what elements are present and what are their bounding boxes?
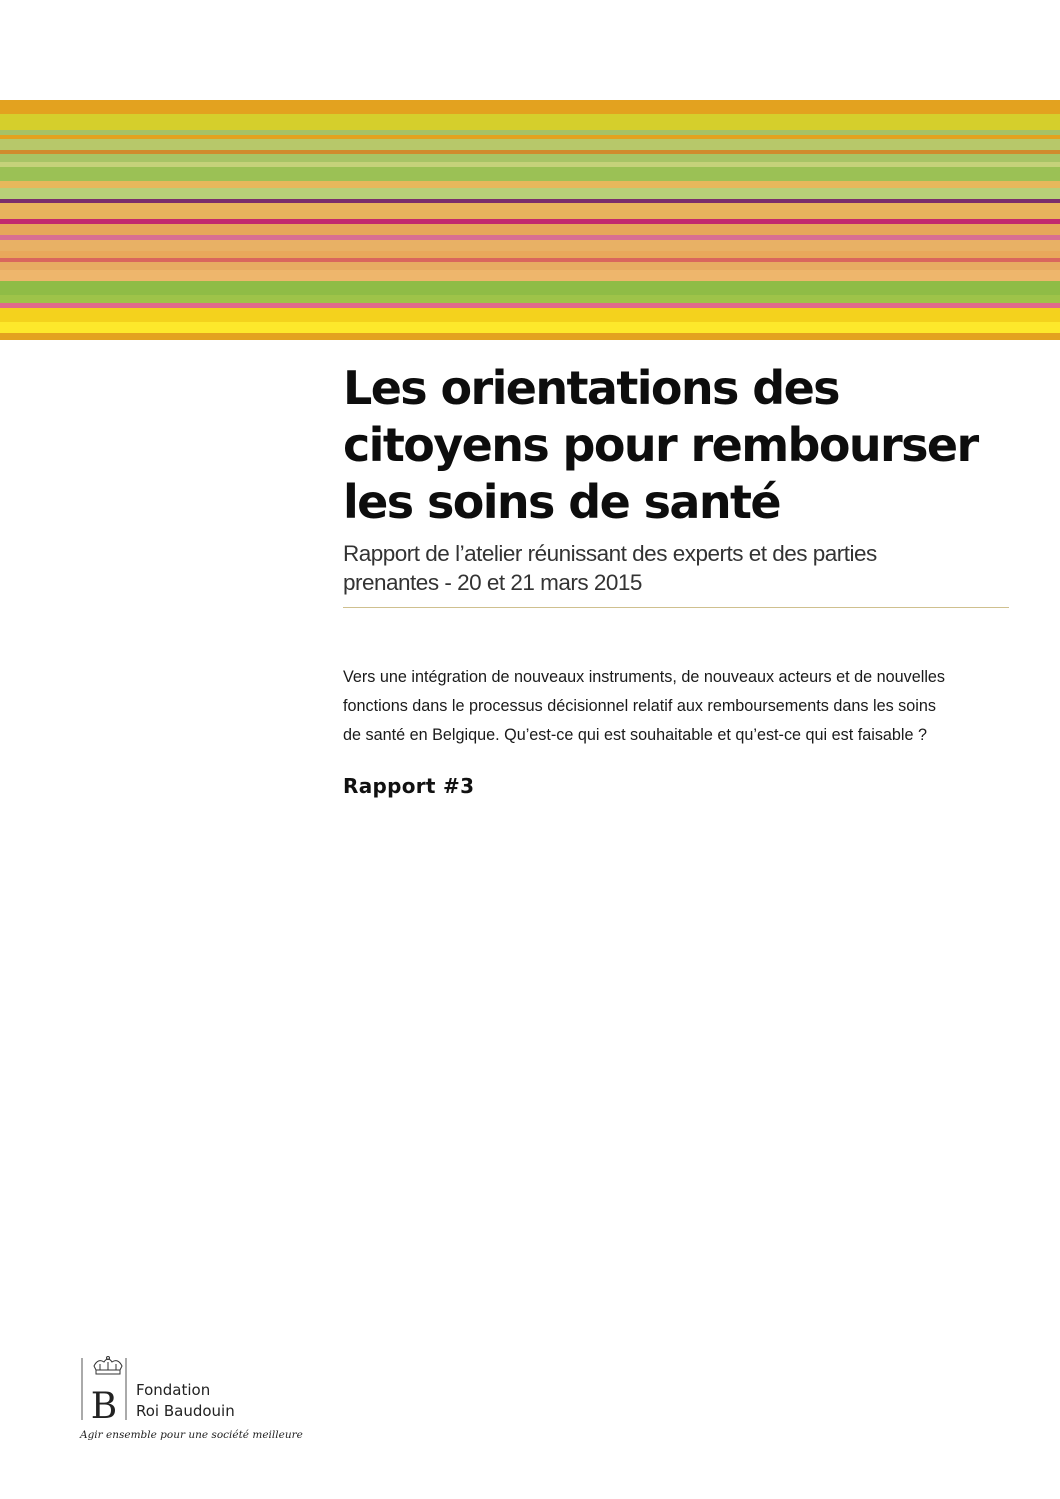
title-line: citoyens pour rembourser (343, 418, 978, 472)
intro-line: fonctions dans le processus décisionnel relatif aux remboursements dans les soins (343, 697, 936, 715)
intro-paragraph (343, 663, 1013, 750)
title-line: les soins de santé (343, 475, 780, 529)
stripe-band (0, 167, 1060, 181)
foundation-logo (80, 1356, 340, 1446)
stripe-band (0, 281, 1060, 295)
stripe-band (0, 270, 1060, 281)
stripe-band (0, 114, 1060, 130)
stripe-band (0, 333, 1060, 340)
cover-content (343, 360, 1013, 798)
title-line: Les orientations des (343, 361, 839, 415)
report-number: Rapport #3 (343, 774, 475, 798)
stripe-band (0, 224, 1060, 235)
stripe-band (0, 100, 1060, 114)
stripe-band (0, 139, 1060, 150)
stripe-band (0, 240, 1060, 251)
document-title (343, 360, 1013, 531)
color-stripe-banner (0, 100, 1060, 340)
subtitle-line: prenantes - 20 et 21 mars 2015 (343, 570, 642, 595)
stripe-band (0, 295, 1060, 303)
crown-b-emblem-icon (80, 1356, 136, 1422)
stripe-band (0, 308, 1060, 322)
subtitle-line: Rapport de l’atelier réunissant des experts et des parties (343, 541, 877, 566)
intro-line: Vers une intégration de nouveaux instruments, de nouveaux acteurs et de nouvelles (343, 668, 946, 686)
stripe-band (0, 203, 1060, 219)
stripe-band (0, 188, 1060, 199)
stripe-band (0, 251, 1060, 258)
logo-letter: B (90, 1386, 118, 1422)
foundation-name-line: Fondation (136, 1381, 211, 1399)
divider-rule (343, 607, 1009, 608)
foundation-tagline: Agir ensemble pour une société meilleure (80, 1429, 303, 1441)
foundation-name (136, 1380, 235, 1422)
document-subtitle (343, 539, 1013, 597)
stripe-band (0, 262, 1060, 270)
stripe-band (0, 181, 1060, 188)
foundation-name-line: Roi Baudouin (136, 1402, 235, 1420)
stripe-band (0, 322, 1060, 333)
stripe-band (0, 154, 1060, 162)
intro-line: de santé en Belgique. Qu’est-ce qui est souhaitable et qu’est-ce qui est faisable ? (343, 726, 928, 744)
